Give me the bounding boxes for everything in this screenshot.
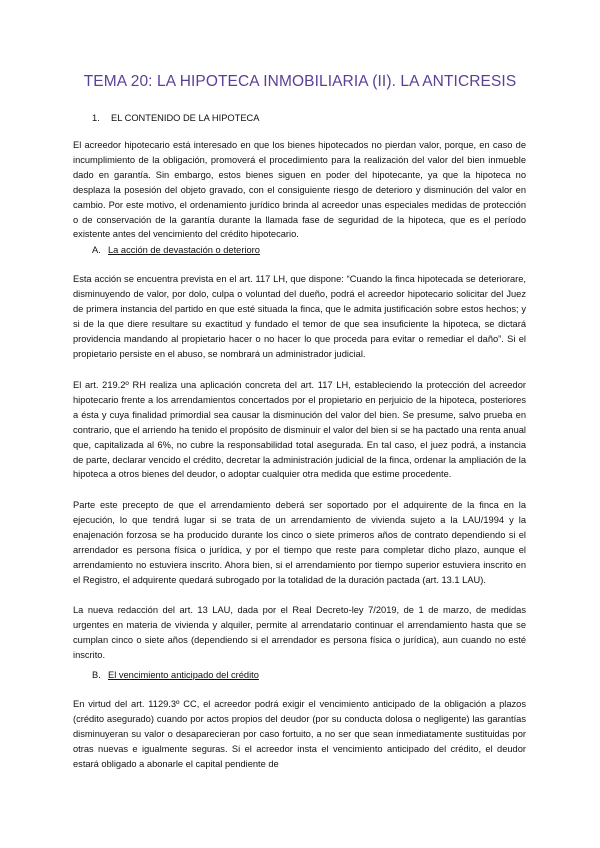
- section-1-heading-text: EL CONTENIDO DE LA HIPOTECA: [111, 113, 260, 123]
- subsection-a-paragraph-1: Esta acción se encuentra prevista en el art. 117 LH, que dispone: “Cuando la finca hipotecada se deteriorare, disminuyendo de valor, por dolo, culpa o voluntad del dueño, podrá el acreedor hipotecario solicitar del Juez de primera instancia del partido en que esté situada la finca, que le admita justificación sobre estos hechos; y si de la que diere resultare su exactitud y fundado el temor de que sea insuficiente la hipoteca, se dictará providencia mandando al propietario hacer o no hacer lo que proceda para evitar o remediar el daño”. Si el propietario persiste en el abuso, se nombrará un administrador judicial.: [73, 274, 526, 359]
- subsection-a-heading: [92, 245, 260, 255]
- section-1-heading: [92, 113, 259, 123]
- subsection-a-paragraph-3: Parte este precepto de que el arrendamiento deberá ser soportado por el adquirente de la finca en la ejecución, lo que tendrá lugar si se trata de un arrendamiento de vivienda sujeto a la LAU/1994 y la enajenación forzosa se ha producido durante los cinco o siete primeros años de contrato dependiendo si el arrendador es persona física o jurídica, y por el tiempo que reste para completar dicho plazo, aunque el arrendamiento no estuviera inscrito. Ahora bien, si el arrendamiento por tiempo superior estuviera inscrito en el Registro, el adquirente quedará subrogado por la totalidad de la duración pactada (art. 13.1 LAU).: [73, 500, 526, 585]
- subsection-b-heading: [92, 670, 259, 680]
- subsection-a-paragraph-2: El art. 219.2º RH realiza una aplicación concreta del art. 117 LH, estableciendo la protección del acreedor hipotecario frente a los arrendamientos concertados por el propietario en perjuicio de la hipoteca, posteriores a ésta y cuya finalidad primordial sea causar la disminución del valor del bien. Se presume, salvo prueba en contrario, que el arriendo ha tenido el propósito de disminuir el valor del bien si se ha pactado una renta anual que, capitalizada al 6%, no cubre la responsabilidad total asegurada. En tal caso, el juez podrá, a instancia de parte, declarar vencido el crédito, decretar la administración judicial de la finca, ordenar la ampliación de la hipoteca a otros bienes del deudor, o adoptar cualquier otra medida que estime procedente.: [73, 380, 526, 480]
- subsection-a-heading-text: La acción de devastación o deterioro: [108, 245, 260, 255]
- page-title: TEMA 20: LA HIPOTECA INMOBILIARIA (II). LA ANTICRESIS: [83, 73, 517, 90]
- section-1-intro-paragraph: El acreedor hipotecario está interesado en que los bienes hipotecados no pierdan valor, porque, en caso de incumplimiento de la obligación, promoverá el procedimiento para la realización del valor del bien inmueble dado en garantía. Sin embargo, estos bienes siguen en poder del hipotecante, ya que la hipoteca no desplaza la posesión del objeto gravado, con el consiguiente riesgo de deterioro y disminución del valor en cambio. Por este motivo, el ordenamiento jurídico brinda al acreedor unas especiales medidas de protección o de conservación de la garantía durante la llamada fase de seguridad de la hipoteca, que es el período existente antes del vencimiento del crédito hipotecario.: [73, 140, 526, 240]
- subsection-b-heading-text: El vencimiento anticipado del crédito: [108, 670, 259, 680]
- subsection-a-letter: A.: [92, 245, 101, 255]
- subsection-a-paragraph-4: La nueva redacción del art. 13 LAU, dada por el Real Decreto-ley 7/2019, de 1 de marzo, de medidas urgentes en materia de vivienda y alquiler, permite al arrendatario continuar el arrendamiento hasta que se cumplan cinco o siete años (dependiendo si el arrendador es persona física o jurídica), aun cuando no esté inscrito.: [73, 605, 526, 660]
- section-1-number: 1.: [92, 113, 100, 123]
- subsection-b-paragraph-1: En virtud del art. 1129.3º CC, el acreedor podrá exigir el vencimiento anticipado de la obligación a plazos (crédito asegurado) cuando por actos propios del deudor (por su conducta dolosa o negligente) las garantías disminuyeran su valor o desaparecieran por caso fortuito, a no ser que sean inmediatamente sustituidas por otras nuevas e igualmente seguras. Si el acreedor insta el vencimiento anticipado del crédito, el deudor estará obligado a abonarle el capital pendiente de: [73, 699, 526, 769]
- subsection-b-letter: B.: [92, 670, 101, 680]
